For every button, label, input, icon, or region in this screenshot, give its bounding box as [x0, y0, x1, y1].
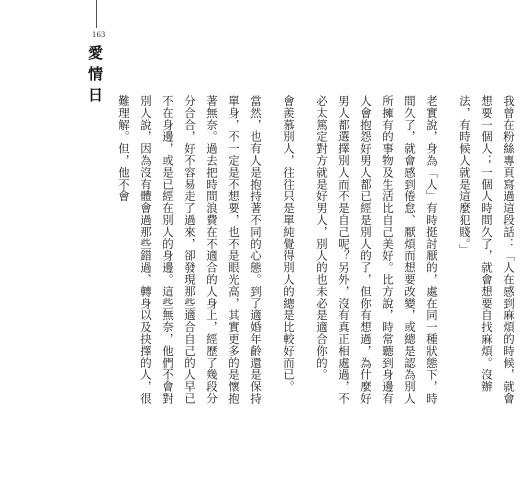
- body-text: [117, 95, 520, 415]
- paragraph: 老實說，身為「人」有時挺討厭的，處在同一種狀態下，時間久了，就會感到倦怠、厭煩而想要改變，或總是認為別人所擁有的事物及生活比自己美好。比方說，時常聽到身邊有人會抱怨好男人都已經是別人的了，但你有想過，為什麼好男人都選擇別人而不是自己呢？另外，沒有真正相處過，不必太篤定對方就是好男人，別人的也未必是適合你的。: [315, 95, 439, 405]
- paragraph: 當然，也有人是抱持著不同的心態。到了適婚年齡還是保持單身，不一定是不想要，也不是眼光高，其實更多的是懷抱著無奈。過去把時間浪費在不適合的人身上，經歷了幾段分分合合，好不容易走了過來，卻發現那些適合自己的人早已不在身邊，或是已經在別人的身邊。這些無奈，他們不會對別人說，因為沒有體會過那些錯過、轉身以及抉擇的人，很難理解。但，他不會: [117, 95, 263, 405]
- paragraph: 我曾在粉絲專頁寫過這段話：「人在感到麻煩的時候，就會想要一個人；一個人時間久了，就會想要自找麻煩。沒辦法，有時候人就是這麼犯賤。」: [458, 95, 516, 405]
- paragraph: 會羨慕別人，往往只是單純覺得別人的總是比較好而已。: [282, 95, 296, 393]
- header-rule: [96, 0, 97, 28]
- page-number: 163: [92, 31, 106, 39]
- book-title: 愛情日: [86, 45, 104, 108]
